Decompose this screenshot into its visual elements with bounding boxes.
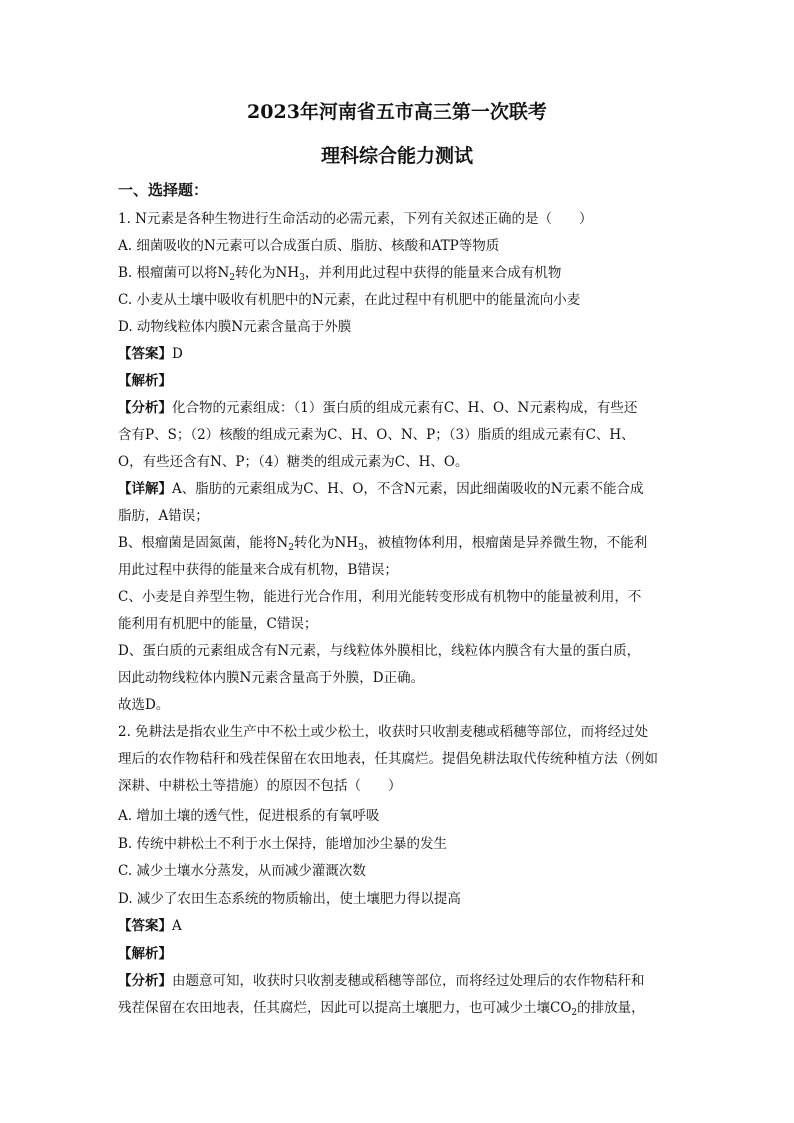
q2-stem: 理后的农作物秸秆和残茬保留在农田地表，任其腐烂。提倡免耕法取代传统种植方法（例如: [118, 751, 658, 767]
q2-option-b: B. 传统中耕松土不利于水土保持，能增加沙尘暴的发生: [118, 836, 448, 852]
section-heading: 一、选择题：: [118, 181, 209, 199]
q1-analysis-line: 【分析】化合物的元素组成：（1）蛋白质的组成元素有C、H、O、N元素构成，有些还: [118, 400, 638, 416]
q2-option-c: C. 减少土壤水分蒸发，从而减少灌溉次数: [118, 863, 366, 879]
q1-jiexi-heading: 【解析】: [118, 373, 172, 389]
q1-detail-line: 因此动物线粒体内膜N元素含量高于外膜，D正确。: [118, 670, 425, 686]
q2-analysis-line: 【分析】由题意可知，收获时只收割麦穗或稻穗等部位，而将经过处理后的农作物秸秆和: [118, 973, 645, 989]
q2-option-d: D. 减少了农田生态系统的物质输出，使土壤肥力得以提高: [118, 891, 461, 907]
q1-stem: 1. N元素是各种生物进行生命活动的必需元素，下列有关叙述正确的是（ ）: [118, 211, 593, 227]
q2-analysis-line: 残茬保留在农田地表，任其腐烂，因此可以提高土壤肥力，也可减少土壤$CO_2$的排放量，: [118, 1000, 645, 1018]
q1-detail-line: B、根瘤菌是固氮菌，能将$N_2$转化为$NH_3$，被植物体利用，根瘤菌是异养微生物，不能利: [118, 535, 648, 553]
q2-jiexi-heading: 【解析】: [118, 946, 172, 962]
q2-stem: 深耕、中耕松土等措施）的原因不包括（ ）: [118, 778, 402, 794]
q1-detail-line: D、蛋白质的元素组成含有N元素，与线粒体外膜相比，线粒体内膜含有大量的蛋白质，: [118, 643, 641, 659]
q1-answer: 【答案】D: [118, 346, 183, 362]
q1-option-b: B. 根瘤菌可以将$N_2$转化为$NH_3$，并利用此过程中获得的能量来合成有机物: [118, 265, 562, 283]
q1-detail-line: 用此过程中获得的能量来合成有机物，B错误；: [118, 562, 398, 578]
q1-analysis-line: O，有些还含有N、P；（4）糖类的组成元素为C、H、O。: [118, 454, 469, 470]
q1-option-c: C. 小麦从土壤中吸收有机肥中的N元素，在此过程中有机肥中的能量流向小麦: [118, 292, 581, 308]
q2-stem: 2. 免耕法是指农业生产中不松土或少松土，收获时只收割麦穗或稻穗等部位，而将经过处: [118, 724, 649, 740]
q1-option-a: A. 细菌吸收的N元素可以合成蛋白质、脂肪、核酸和ATP等物质: [118, 238, 500, 254]
q1-detail-line: 【详解】A、脂肪的元素组成为C、H、O，不含N元素，因此细菌吸收的N元素不能合成: [118, 481, 644, 497]
q1-analysis-line: 含有P、S；（2）核酸的组成元素为C、H、O、N、P；（3）脂质的组成元素有C、H、: [118, 427, 635, 443]
q1-option-d: D. 动物线粒体内膜N元素含量高于外膜: [118, 319, 352, 335]
q1-conclusion: 故选D。: [118, 697, 170, 713]
q1-detail-line: 能利用有机肥中的能量，C错误；: [118, 616, 318, 632]
q2-answer: 【答案】A: [118, 918, 182, 934]
page-subtitle: 理科综合能力测试: [320, 145, 473, 167]
q1-detail-line: C、小麦是自养型生物，能进行光合作用，利用光能转变形成有机物中的能量被利用，不: [118, 589, 642, 605]
q1-detail-line: 脂肪，A错误；: [118, 508, 209, 524]
q2-option-a: A. 增加土壤的透气性，促进根系的有氧呼吸: [118, 808, 380, 824]
page-title: 2023年河南省五市高三第一次联考: [247, 101, 547, 123]
